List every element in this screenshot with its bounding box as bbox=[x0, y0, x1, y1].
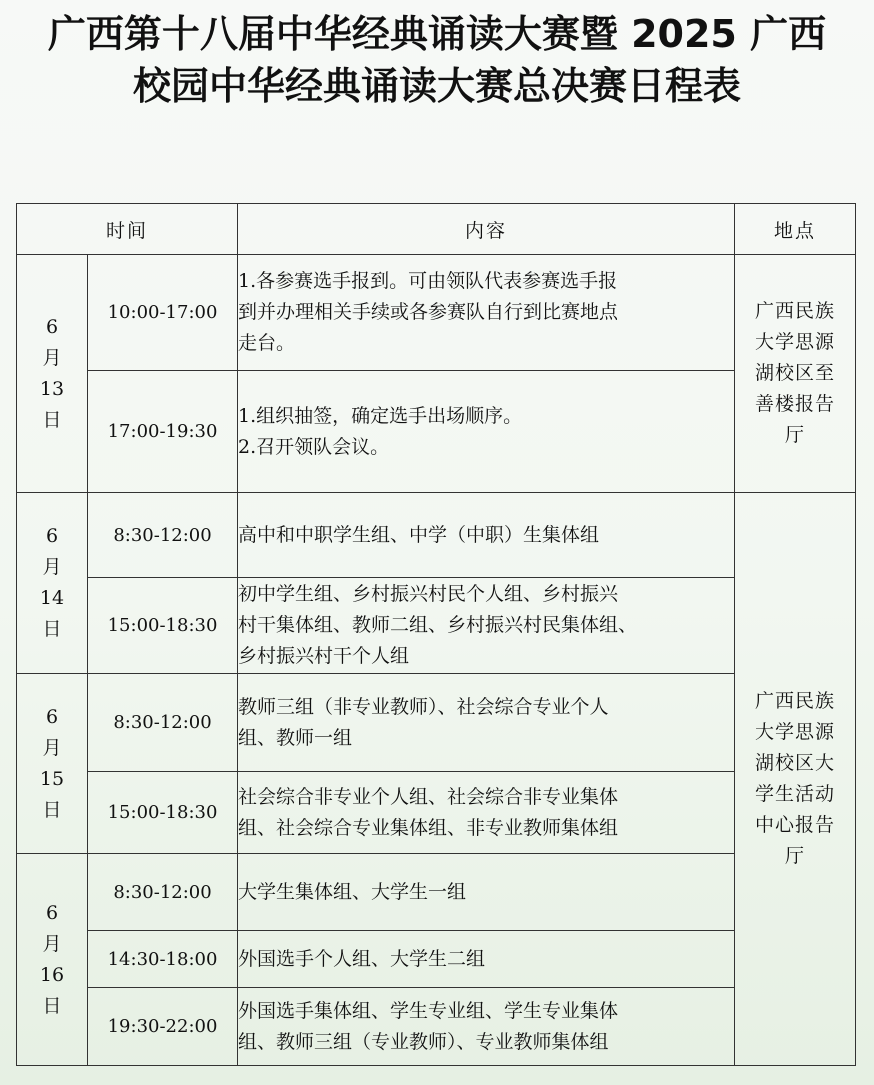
table-row bbox=[17, 854, 856, 931]
time-cell: 8:30-12:00 bbox=[88, 854, 238, 931]
header-time: 时间 bbox=[17, 204, 238, 255]
title-line-2: 校园中华经典诵读大赛总决赛日程表 bbox=[132, 64, 741, 108]
date-cell-jun15: 6 月 15 日 bbox=[17, 674, 88, 854]
time-cell: 8:30-12:00 bbox=[88, 493, 238, 578]
content-cell: 1.组织抽签，确定选手出场顺序。 2.召开领队会议。 bbox=[238, 371, 735, 493]
table-row bbox=[17, 931, 856, 988]
schedule-table bbox=[16, 203, 856, 1066]
venue-cell-1: 广西民族 大学思源 湖校区至 善楼报告 厅 bbox=[735, 255, 856, 493]
table-row bbox=[17, 493, 856, 578]
content-cell: 外国选手个人组、大学生二组 bbox=[238, 931, 735, 988]
content-cell: 社会综合非专业个人组、社会综合非专业集体 组、社会综合专业集体组、非专业教师集体组 bbox=[238, 772, 735, 854]
date-cell-jun13: 6 月 13 日 bbox=[17, 255, 88, 493]
time-cell: 19:30-22:00 bbox=[88, 988, 238, 1066]
header-content: 内容 bbox=[238, 204, 735, 255]
table-row bbox=[17, 371, 856, 493]
content-cell: 初中学生组、乡村振兴村民个人组、乡村振兴 村干集体组、教师二组、乡村振兴村民集体组、 乡村振兴村干个人组 bbox=[238, 578, 735, 674]
content-cell: 大学生集体组、大学生一组 bbox=[238, 854, 735, 931]
table-header-row bbox=[17, 204, 856, 255]
date-cell-jun14: 6 月 14 日 bbox=[17, 493, 88, 674]
table-row bbox=[17, 674, 856, 772]
page-title bbox=[0, 8, 874, 112]
time-cell: 15:00-18:30 bbox=[88, 772, 238, 854]
table-row bbox=[17, 578, 856, 674]
date-cell-jun16: 6 月 16 日 bbox=[17, 854, 88, 1066]
table-row bbox=[17, 255, 856, 371]
content-cell: 1.各参赛选手报到。可由领队代表参赛选手报 到并办理相关手续或各参赛队自行到比赛地点 走台。 bbox=[238, 255, 735, 371]
venue-cell-2: 广西民族 大学思源 湖校区大 学生活动 中心报告 厅 bbox=[735, 493, 856, 1066]
time-cell: 17:00-19:30 bbox=[88, 371, 238, 493]
time-cell: 8:30-12:00 bbox=[88, 674, 238, 772]
header-venue: 地点 bbox=[735, 204, 856, 255]
content-cell: 教师三组（非专业教师）、社会综合专业个人 组、教师一组 bbox=[238, 674, 735, 772]
table-row bbox=[17, 772, 856, 854]
content-cell: 高中和中职学生组、中学（中职）生集体组 bbox=[238, 493, 735, 578]
content-cell: 外国选手集体组、学生专业组、学生专业集体 组、教师三组（专业教师）、专业教师集体组 bbox=[238, 988, 735, 1066]
time-cell: 14:30-18:00 bbox=[88, 931, 238, 988]
time-cell: 15:00-18:30 bbox=[88, 578, 238, 674]
title-line-1: 广西第十八届中华经典诵读大赛暨 2025 广西 bbox=[47, 12, 827, 56]
table-row bbox=[17, 988, 856, 1066]
time-cell: 10:00-17:00 bbox=[88, 255, 238, 371]
